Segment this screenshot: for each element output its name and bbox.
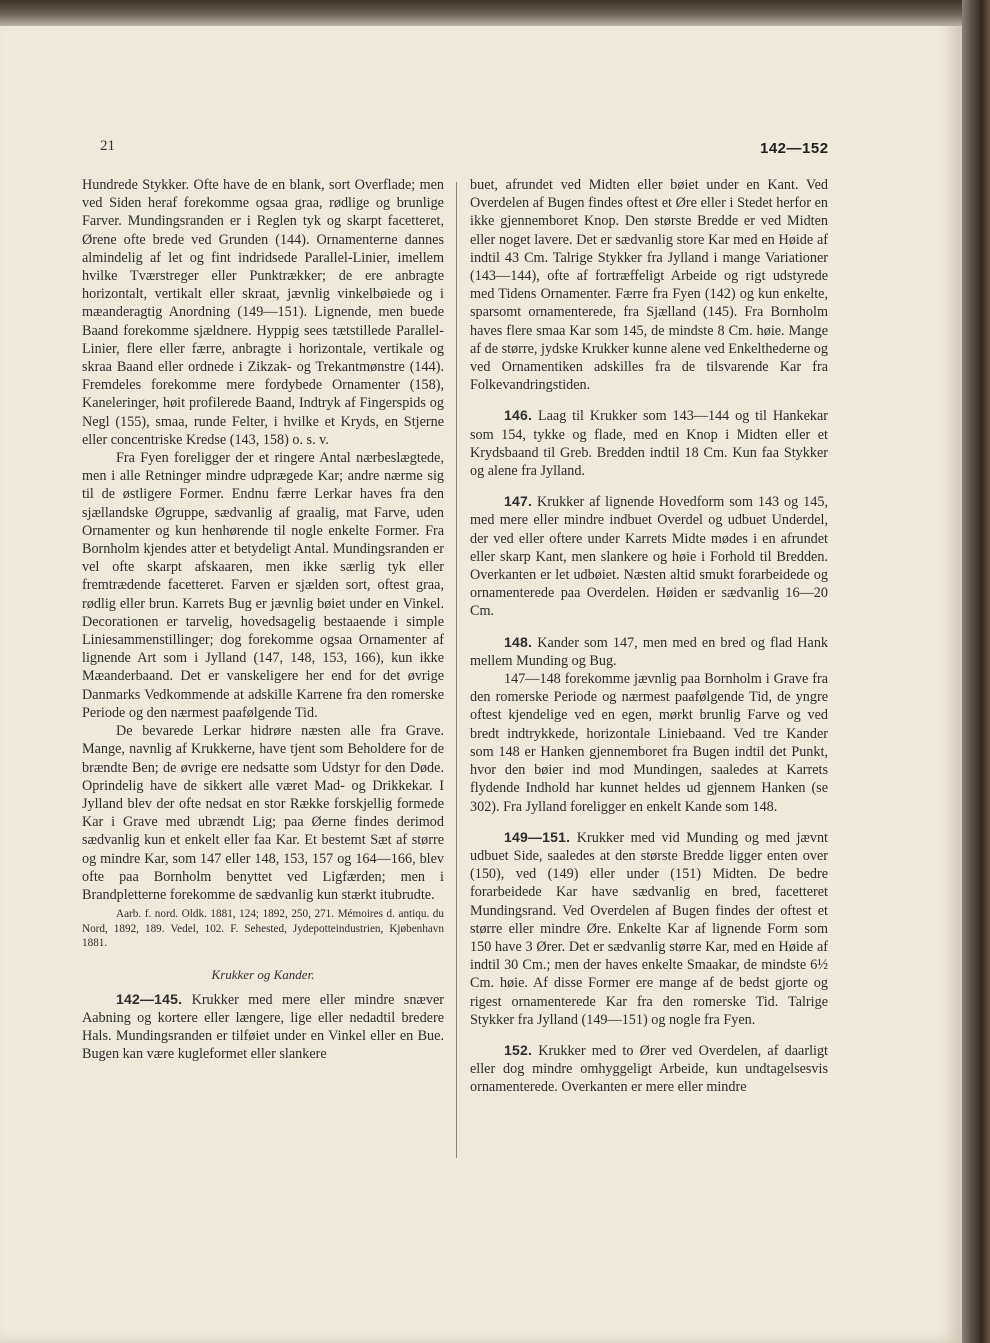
entry-number: 142—145. xyxy=(116,990,183,1007)
page-number: 21 xyxy=(100,138,115,154)
paragraph-147-148: 147—148 forekomme jævnlig paa Bornholm i Grave fra den romerske Periode og nærmest paafølgende Tid, de yngre oftest kjendelige ved en egen, mørkt brunlig Farve og ved bredt indtrykkede, horizontale Liniebaand. Ved tre Kander som 148 er Hanken gjennemboret fra Bugen indtil det Punkt, hvor den bøier ind mod Mundingen, saaledes at Karrets flydende Indhold har kunnet heldes ud gjennem Hanken (se 302). Fra Jylland foreligger en enkelt Kande som 148. xyxy=(470,671,828,815)
entry-152 xyxy=(470,1041,828,1097)
paragraph-graves: De bevarede Lerkar hidrøre næsten alle fra Grave. Mange, navnlig af Krukkerne, have tjent som Beholdere for de brændte Ben; de øvrige ere nedsatte som Udstyr for den Døde. Oprindelig have de sikkert alle været Mad- og Drikkekar. I Jylland blev der ofte nedsat en stor Række forskjellig formede Kar i Grave med ubrændt Lig; paa Øerne findes derimod sædvanlig kun et enkelt eller faa Kar. Et bestemt Sæt af større og mindre Kar, som 147 eller 148, 153, 157 og 164—166, blev ofte paa Bornholm benyttet ved Ligfærden; men i Brandpletterne forekomme de sædvanlig kun stærkt itubrudte. xyxy=(82,723,444,903)
entry-148 xyxy=(470,633,828,670)
entry-149-151 xyxy=(470,828,828,1029)
right-column xyxy=(470,176,828,1097)
paragraph-continued: buet, afrundet ved Midten eller bøiet under en Kant. Ved Overdelen af Bugen findes oftest et Øre eller i Stedet herfor en ikke gjennemboret Knop. Den største Bredde er ved Midten eller noget lavere. Det er sædvanlig store Kar med en Høide af indtil 43 Cm. Talrige Stykker fra Jylland i mange Variationer (143—144), ofte af fortræffeligt Arbeide og rigt udstyrede med Tidens Ornamenter. Færre fra Fyen (142) og kun enkelte, sparsomt ornamenterede, fra Sjælland (145). Fra Bornholm haves flere smaa Kar som 145, de mindste 8 Cm. høie. Mange af de større, jydske Krukker kunne alene ved Enkelthederne og ved Ornamentiken adskilles fra de tilsvarende Kar fra Folkevandringstiden. xyxy=(470,177,828,394)
paragraph-fyen-bornholm: Fra Fyen foreligger der et ringere Antal nærbeslægtede, men i alle Retninger mindre udprægede Kar; andre nærme sig til de østligere Former. Endnu færre Lerkar haves fra den sjællandske Øgruppe, sædvanlig af graalig, mat Farve, uden Ornamenter og kun henhørende til nogle enkelte Former. Fra Bornholm kjendes atter et betydeligt Antal. Mundingsranden er vel ofte skarpt afskaaren, men ikke særlig tyk eller fremtrædende facetteret. Farven er sjælden sort, oftest graa, rødlig eller brun. Karrets Bug er jævnlig bøiet under en Vinkel. Decorationen er tarvelig, hovedsagelig bestaaende i simple Liniesammenstillinger; dog forekomme ogsaa Ornamenter af lignende Art som i Jylland (147, 148, 153, 166), kun ikke Mæanderbaand. Det er vanskeligere her end for det øvrige Danmarks Vedkommende at adskille Karrene fra den romerske Periode og den nærmest paafølgende Tid. xyxy=(82,450,444,721)
entry-number: 149—151. xyxy=(504,828,571,845)
entry-146 xyxy=(470,406,828,480)
running-head-range: 142—152 xyxy=(760,140,829,157)
entry-147 xyxy=(470,492,828,620)
entry-text: Krukker af lignende Hovedform som 143 og 145, med mere eller mindre indbuet Overdel og udbuet Underdel, der ved eller oftere under Karrets Midte mødes i en afrundet eller skarp Kant, men slankere og høie i Forhold til Bredden. Overkanten er let udbøiet. Næsten altid smukt forarbeidede og ornamenterede paa Overdelen. Høiden er sædvanlig 16—20 Cm. xyxy=(470,494,829,620)
entry-text: Kander som 147, men med en bred og flad Hank mellem Munding og Bug. xyxy=(470,634,829,669)
entry-text: Krukker med to Ører ved Overdelen, af daarligt eller dog mindre omhyggeligt Arbeide, kun undtagelsesvis ornamenterede. Overkanten er mere eller mindre xyxy=(470,1042,828,1096)
page-top-edge-shadow xyxy=(0,0,962,26)
section-heading: Krukker og Kander. xyxy=(211,966,315,982)
column-divider xyxy=(456,182,457,1158)
book-binding-edge xyxy=(962,0,990,1343)
entry-142-145 xyxy=(82,990,444,1064)
entry-number: 148. xyxy=(504,633,533,650)
entry-number: 146. xyxy=(504,407,533,424)
entry-text: Krukker med mere eller mindre snæver Aabning og kortere eller længere, lige eller nedadtil bredere Hals. Mundingsranden er tilføiet under en Vinkel eller en Bue. Bugen kan være kugleformet eller slankere xyxy=(82,991,444,1063)
left-column xyxy=(82,176,444,1063)
entry-number: 152. xyxy=(504,1041,533,1058)
entry-number: 147. xyxy=(504,493,533,510)
references: Aarb. f. nord. Oldk. 1881, 124; 1892, 250, 271. Mémoires d. antiqu. du Nord, 1892, 189. Vedel, 102. F. Sehested, Jydepotteindustrien, Kjøbenhavn 1881. xyxy=(82,908,444,950)
paragraph-ornaments: Hundrede Stykker. Ofte have de en blank, sort Overflade; men ved Siden heraf forekomme ogsaa graa, rødlige og brunlige Farver. Mundingsranden er i Reglen tyk og skarpt facetteret, Ørene ofte brede ved Grunden (144). Ornamenterne dannes almindelig af let og fint indridsede Parallel-Linier, imellem hvilke Tværstreger eller Punktrækker; de ere anbragte horizontalt, vertikalt eller skraat, jævnlig vinkelbøiede og i mæanderagtig Anordning (149—151). Lignende, men buede Baand forekomme sjældnere. Hyppig sees tætstillede Parallel-Linier, flere eller færre, anbragte i horizontale, vertikale og skraa Baand eller ordnede i Zikzak- og Trekantmønstre (144). Fremdeles forekomme mere fordybede Ornamenter (158), Kaneleringer, høit profilerede Baand, Indtryk af Fingerspids og Negl (155), smaa, runde Felter, i hvilke et Kryds, en Stjerne eller concentriske Kredse (143, 158) o. s. v. xyxy=(82,177,444,448)
entry-text: Krukker med vid Munding og med jævnt udbuet Side, saaledes at den største Bredde ligger enten over (150), ved (149) eller under (151) Midten. De bedre forarbeidede Kar have sædvanlig en bred, facetteret Mundingsrand. Ved Overdelen af Bugen findes der oftest et større eller mindre Øre. Enkelte Kar af lignende Form som 150 have 3 Ører. Det er sædvanlig større Kar, med en Høide af indtil 30 Cm.; men der haves enkelte Smaakar, de mindste 6½ Cm. høie. Af disse Former ere mange af de bedst gjorte og rigest ornamenterede Kar fra den romerske Tid. Talrige Stykker fra Jylland (149—151) og nogle fra Fyen. xyxy=(470,829,828,1028)
entry-text: Laag til Krukker som 143—144 og til Hankekar som 154, tykke og flade, med en Knop i Midten eller et Krydsbaand til Greb. Bredden indtil 18 Cm. Kun faa Stykker og alene fra Jylland. xyxy=(470,408,829,480)
